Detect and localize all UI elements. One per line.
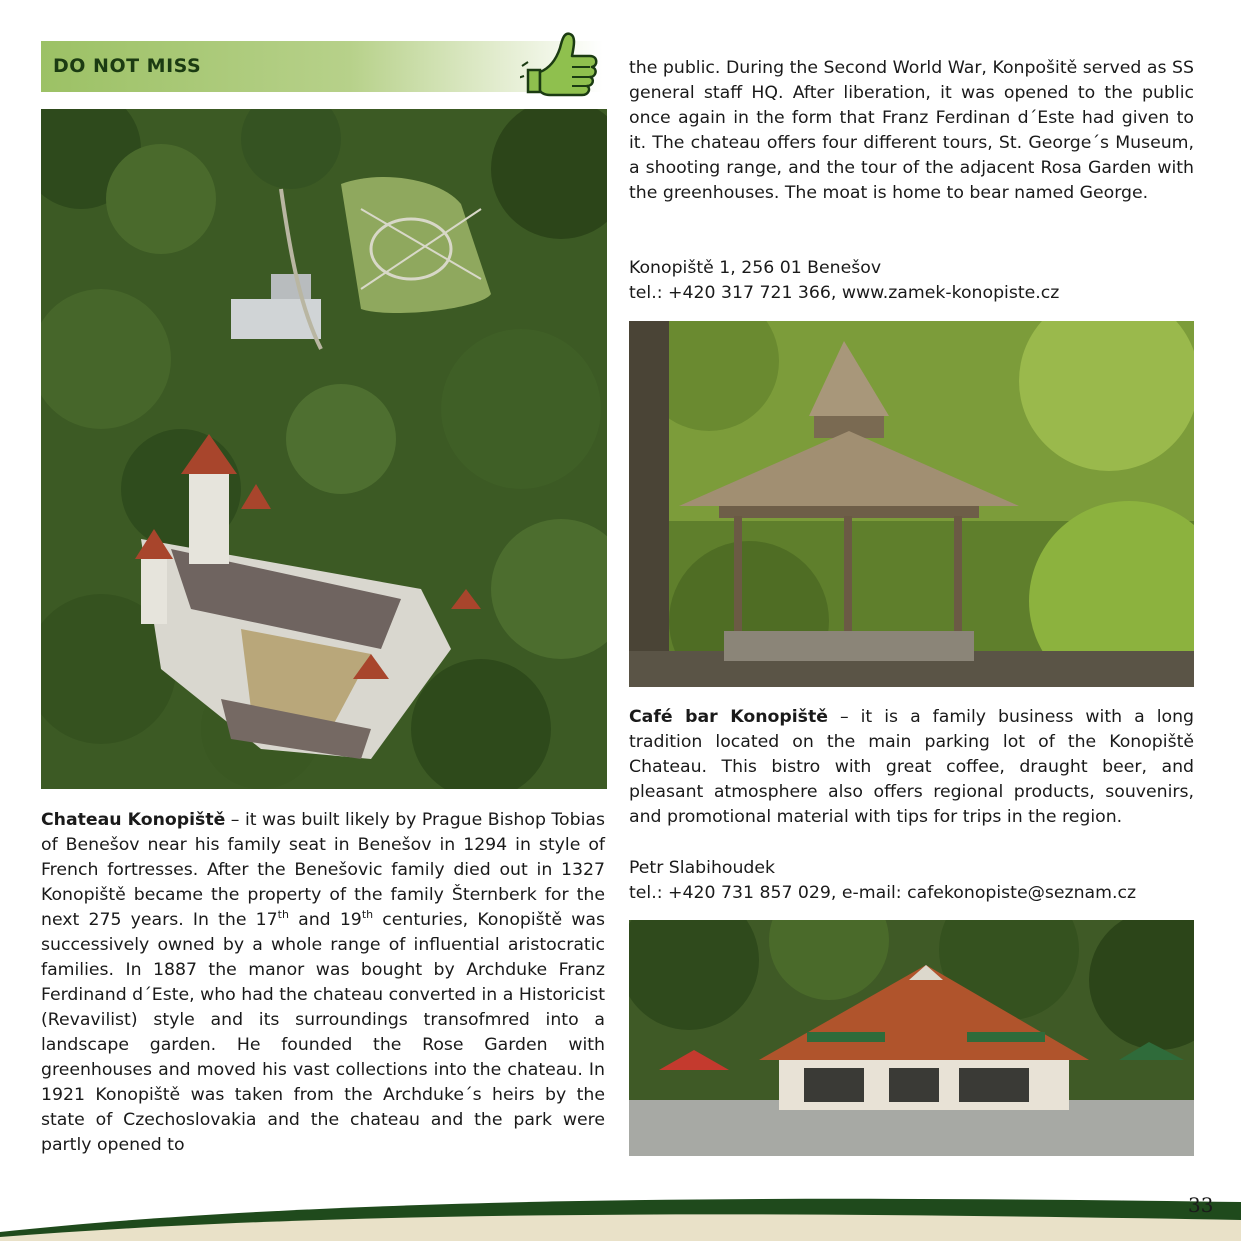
cafe-photo (629, 920, 1194, 1156)
gazebo-photo (629, 321, 1194, 687)
cafe-owner: Petr Slabihoudek (629, 858, 776, 878)
thumbs-up-icon (520, 26, 600, 100)
page-number: 33 (1188, 1193, 1214, 1217)
chateau-description-continued: the public. During the Second World War, Konpošitě served as SS general staff HQ. After liberation, it was opened to the public once again in the form that Franz Ferdinan d´Este had given to it. The chateau offers four different tours, St. George´s Museum, a shooting range, and the tour of the adjacent Rosa Garden with the greenhouses. The moat is home to bear named George. (629, 58, 1194, 203)
chateau-contact: tel.: +420 317 721 366, www.zamek-konopiste.cz (629, 283, 1060, 303)
cafe-name: Café bar Konopiště (629, 707, 828, 727)
section-banner (41, 41, 603, 92)
cafe-contact: tel.: +420 731 857 029, e-mail: cafekonopiste@seznam.cz (629, 883, 1137, 903)
chateau-name: Chateau Konopiště (41, 810, 226, 830)
section-title: DO NOT MISS (53, 55, 202, 77)
chateau-address: Konopiště 1, 256 01 Benešov (629, 258, 882, 278)
cafe-description: Café bar Konopiště – it is a family business with a long tradition located on the main parking lot of the Konopiště Chateau. This bistro with great coffee, draught beer, and pleasant atmosphere also offers regional products, souvenirs, and promotional material with tips for trips in the region. (629, 707, 1194, 827)
chateau-description: Chateau Konopiště – it was built likely by Prague Bishop Tobias of Benešov near his family seat in Benešov in 1294 in style of French fortresses. After the Benešovic family died out in 1327 Konopiště became the property of the family Šternberk for the next 275 years. In the 17th and 19th centuries, Konopiště was successively owned by a whole range of influential aristocratic families. In 1887 the manor was bought by Archduke Franz Ferdinand d´Este, who had the chateau converted in a Historicist (Revavilist) style and its surroundings transofmred into a landscape garden. He founded the Rose Garden with greenhouses and moved his vast collections into the chateau. In 1921 Konopiště was taken from the Archduke´s heirs by the state of Czechoslovakia and the chateau and the park were partly opened to (41, 810, 605, 1155)
chateau-aerial-photo (41, 109, 607, 789)
page-footer-wave (0, 1190, 1241, 1241)
